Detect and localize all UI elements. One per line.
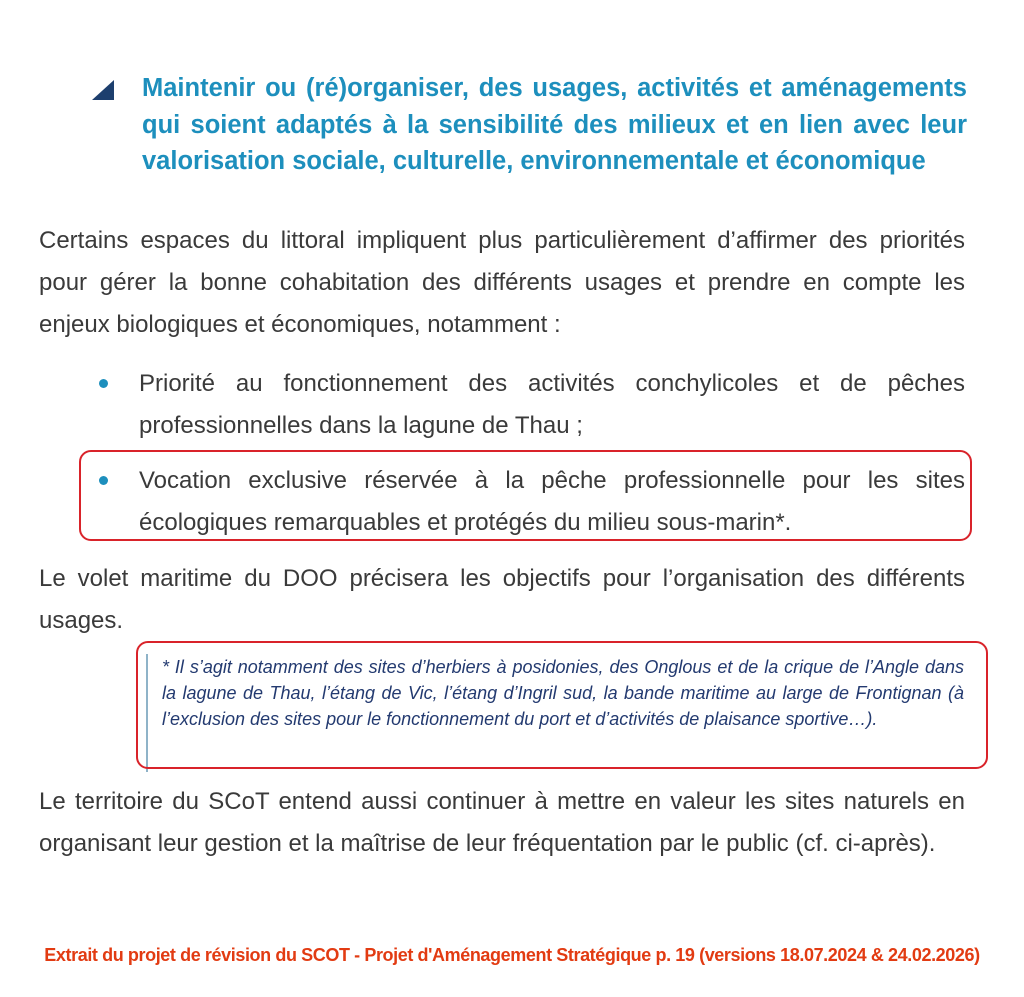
territoire-paragraph: Le territoire du SCoT entend aussi continuer à mettre en valeur les sites naturels en organisant leur gestion et la maîtrise de leur fréquentation par le public (cf. ci-après). (39, 788, 965, 857)
volet-paragraph: Le volet maritime du DOO précisera les objectifs pour l’organisation des différents usages. (39, 565, 965, 634)
bullet-text: Priorité au fonctionnement des activités conchylicoles et de pêches professionnelles dans la lagune de Thau ; (139, 370, 965, 439)
intro-paragraph: Certains espaces du littoral impliquent plus particulièrement d’affirmer des priorités pour gérer la bonne cohabitation des différents usages et prendre en compte les enjeux biologiques et économiques, notamment : (39, 227, 965, 338)
section-heading-text: Maintenir ou (ré)organiser, des usages, activités et aménagements qui soient adaptés à la sensibilité des milieux et en lien avec leur valorisation sociale, culturelle, environnementale et économique (142, 74, 967, 175)
footnote-text: * Il s’agit notamment des sites d’herbiers à posidonies, des Onglous et de la crique de l’Angle dans la lagune de Thau, l’étang de Vic, l’étang d’Ingril sud, la bande maritime au large de Frontignan (à l’exclusion des sites pour le fonctionnement du port et d’activités de plaisance sportive…). (162, 657, 964, 729)
bullet-text: Vocation exclusive réservée à la pêche professionnelle pour les sites écologiques remarquables et protégés du milieu sous-marin*. (139, 467, 965, 536)
source-caption: Extrait du projet de révision du SCOT - Projet d'Aménagement Stratégique p. 19 (versions 18.07.2024 & 24.02.2026) (44, 945, 980, 965)
triangle-bullet-icon (92, 80, 114, 100)
highlight-frame (79, 450, 972, 541)
bullet-dot-icon (99, 379, 108, 388)
highlight-frame (136, 641, 988, 769)
